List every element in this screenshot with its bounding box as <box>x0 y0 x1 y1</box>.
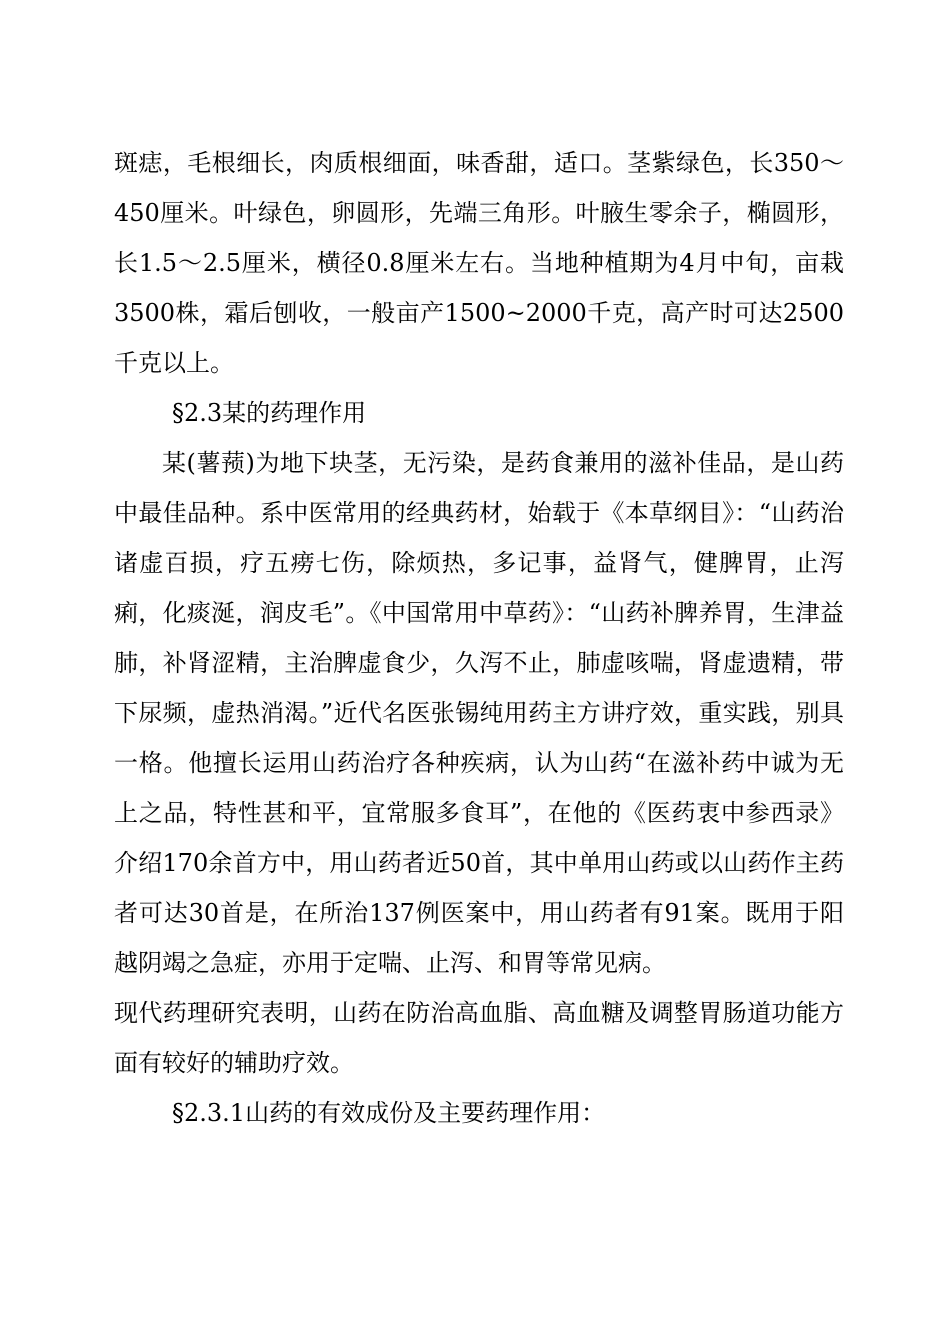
body-paragraph: 斑痣，毛根细长，肉质根细面，味香甜，适口。茎紫绿色，长350～450厘米。叶绿色，卵圆形，先端三角形。叶腋生零余子，椭圆形，长1.5～2.5厘米，横径0.8厘米左右。当地种植期为4月中旬，亩栽3500株，霜后刨收，一般亩产1500~2000千克，高产时可达2500千克以上。 <box>114 149 844 377</box>
subsection-heading: §2.3.1山药的有效成份及主要药理作用： <box>172 1099 606 1127</box>
section-heading: §2.3某的药理作用 <box>172 399 367 427</box>
body-paragraph: 某(薯蓣)为地下块茎，无污染，是药食兼用的滋补佳品，是山药中最佳品种。系中医常用的经典药材，始载于《本草纲目》：“山药治诸虚百损，疗五痨七伤，除烦热，多记事，益肾气，健脾胃，止泻痢，化痰涎，润皮毛”。《中国常用中草药》：“山药补脾养胃，生津益肺，补肾涩精，主治脾虚食少，久泻不止，肺虚咳喘，肾虚遗精，带下尿频，虚热消渴。”近代名医张锡纯用药主方讲疗效，重实践，别具一格。他擅长运用山药治疗各种疾病，认为山药“在滋补药中诚为无上之品，特性甚和平，宜常服多食耳”，在他的《医药衷中参西录》介绍170余首方中，用山药者近50首，其中单用山药或以山药作主药者可达30首是，在所治137例医案中，用山药者有91案。既用于阳越阴竭之急症，亦用于定喘、止泻、和胃等常见病。 <box>114 449 844 977</box>
body-paragraph: 现代药理研究表明，山药在防治高血脂、高血糖及调整胃肠道功能方面有较好的辅助疗效。 <box>114 999 844 1077</box>
document-body <box>114 138 844 1138</box>
